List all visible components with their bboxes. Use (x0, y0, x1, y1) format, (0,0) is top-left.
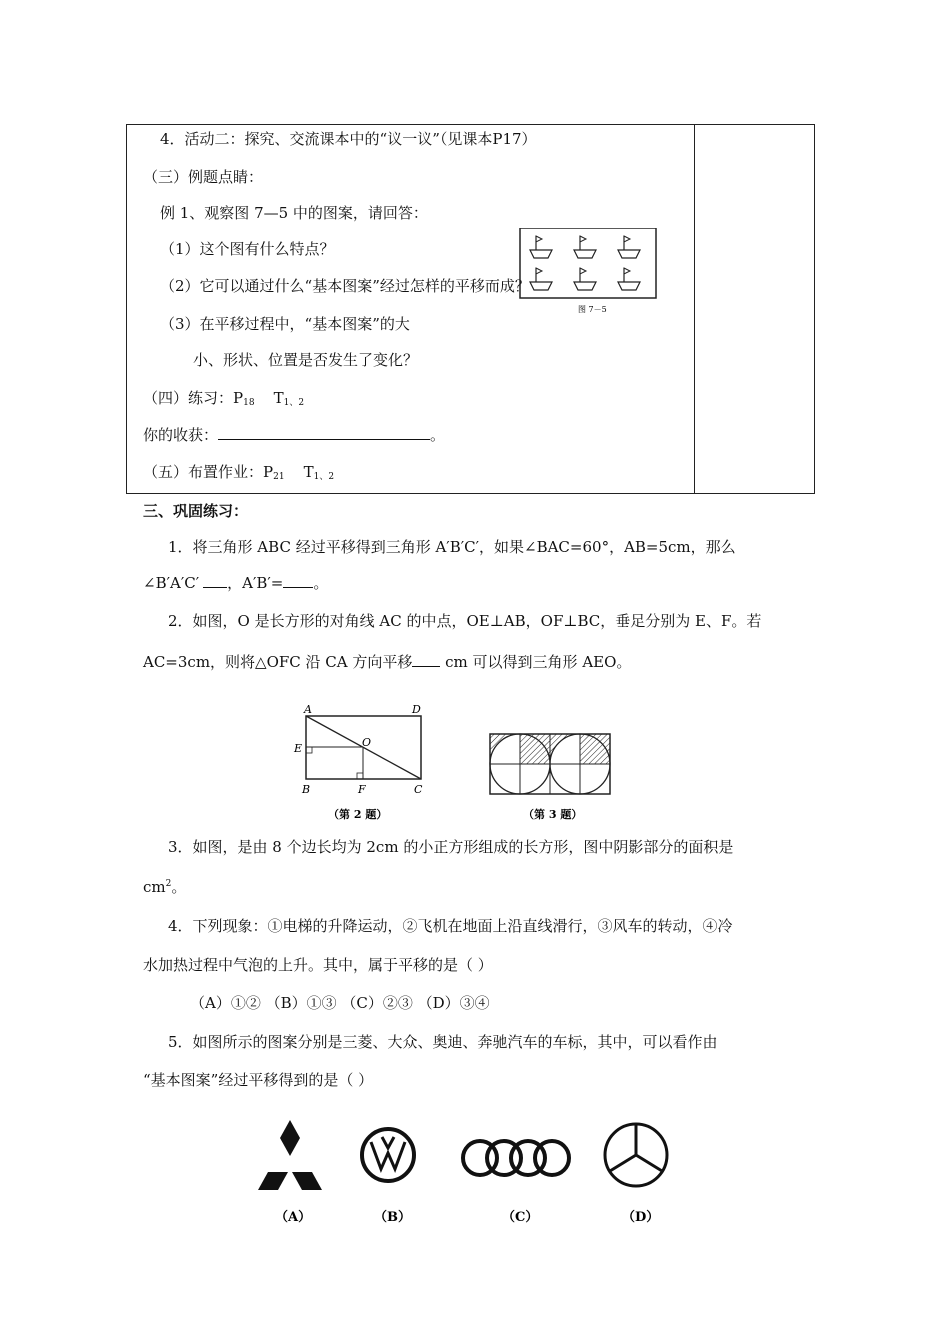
problem4-options: （A）①② （B）①③ （C）②③ （D）③④ (190, 994, 490, 1012)
label-e: E (294, 742, 303, 755)
logo-label-d: （D） (622, 1210, 660, 1225)
problem3-line2 (143, 876, 186, 897)
problem4-line1: 4．下列现象：①电梯的升降运动，②飞机在地面上沿直线滑行，③风车的转动，④冷 (168, 917, 733, 935)
problem5-line2: “基本图案”经过平移得到的是（ ） (143, 1071, 374, 1089)
boat-icon (618, 268, 640, 290)
gain-blank[interactable] (218, 424, 430, 440)
homework-items: 1、2 (313, 472, 335, 482)
boat-icon (574, 268, 596, 290)
example-heading: （三）例题点睛： (143, 168, 264, 186)
problem1-blank-angle[interactable] (203, 572, 227, 588)
section3-title: 三、巩固练习： (143, 502, 249, 520)
practice-items: 1、2 (283, 398, 305, 408)
example1-text: 例 1、观察图 7—5 中的图案，请回答： (160, 204, 428, 222)
logo-label-c: （C） (502, 1210, 539, 1225)
question3-line2: 小、形状、位置是否发生了变化？ (193, 351, 419, 369)
problem1-side: ，A′B′= (227, 574, 284, 592)
label-d: D (412, 703, 421, 716)
practice-line (143, 387, 304, 408)
mercedes-logo-icon (605, 1124, 667, 1186)
boat-icon (574, 236, 596, 258)
gain-end: 。 (430, 426, 446, 444)
homework-line (143, 461, 334, 482)
problem1-angle: ∠B′A′C′ (143, 574, 200, 592)
figure3-caption: （第 3 题） (523, 808, 583, 821)
question3-line1: （3）在平移过程中，“基本图案”的大 (160, 315, 410, 333)
label-o: O (362, 736, 372, 749)
problem3-end: 。 (171, 878, 187, 896)
problem1-line2 (143, 572, 328, 593)
problem1-line1: 1．将三角形 ABC 经过平移得到三角形 A′B′C′，如果∠BAC=60°，AB=5cm，那么 (168, 538, 736, 556)
problem2-blank[interactable] (412, 651, 440, 667)
homework-prefix: （五）布置作业：P (143, 463, 274, 481)
volkswagen-logo-icon (362, 1129, 414, 1181)
label-c: C (414, 783, 423, 796)
logo-label-b: （B） (374, 1210, 411, 1225)
problem2-line2 (143, 651, 631, 672)
practice-t: T (273, 389, 284, 407)
homework-page: 21 (273, 472, 285, 482)
right-angle-f (357, 773, 363, 779)
logo-label-a: （A） (275, 1210, 312, 1225)
figure-caption: 图 7－5 (578, 305, 607, 314)
table-divider (694, 125, 695, 493)
label-f: F (358, 783, 366, 796)
problem2-line1: 2．如图，O 是长方形的对角线 AC 的中点，OE⊥AB，OF⊥BC，垂足分别为 E、F。若 (168, 612, 762, 630)
boat-icon (618, 236, 640, 258)
practice-prefix: （四）练习：P (143, 389, 244, 407)
audi-logo-icon (463, 1141, 569, 1175)
problem1-blank-side[interactable] (283, 572, 313, 588)
problem2-text-a: AC=3cm，则将△OFC 沿 CA 方向平移 (143, 653, 413, 671)
problem3-line1: 3．如图，是由 8 个边长均为 2cm 的小正方形组成的长方形，图中阴影部分的面积是 (168, 838, 734, 856)
figure2-caption: （第 2 题） (328, 808, 388, 821)
homework-t: T (303, 463, 314, 481)
question1: （1）这个图有什么特点？ (160, 240, 335, 258)
right-angle-e (306, 747, 312, 753)
label-a: A (304, 703, 312, 716)
gain-label: 你的收获： (143, 426, 219, 444)
figure-problem2 (290, 700, 440, 825)
gain-line (143, 424, 445, 445)
mitsubishi-logo-icon (258, 1120, 322, 1190)
figure-7-5 (518, 228, 658, 318)
boat-icon (530, 236, 552, 258)
car-logos (250, 1115, 690, 1230)
problem1-end: 。 (313, 574, 329, 592)
practice-page: 18 (243, 398, 255, 408)
problem3-unit: cm (143, 878, 166, 896)
activity2-text: 4．活动二：探究、交流课本中的“议一议”（见课本P17） (160, 130, 537, 148)
label-b: B (302, 783, 311, 796)
problem2-text-b: cm 可以得到三角形 AEO。 (440, 653, 632, 671)
boat-icon (530, 268, 552, 290)
figure-problem3 (485, 726, 620, 826)
problem4-line2: 水加热过程中气泡的上升。其中，属于平移的是（ ） (143, 956, 493, 974)
problem5-line1: 5．如图所示的图案分别是三菱、大众、奥迪、奔驰汽车的车标，其中，可以看作由 (168, 1033, 718, 1051)
problem3-unit-power: 2 (165, 879, 172, 889)
question2: （2）它可以通过什么“基本图案”经过怎样的平移而成？ (160, 277, 530, 295)
